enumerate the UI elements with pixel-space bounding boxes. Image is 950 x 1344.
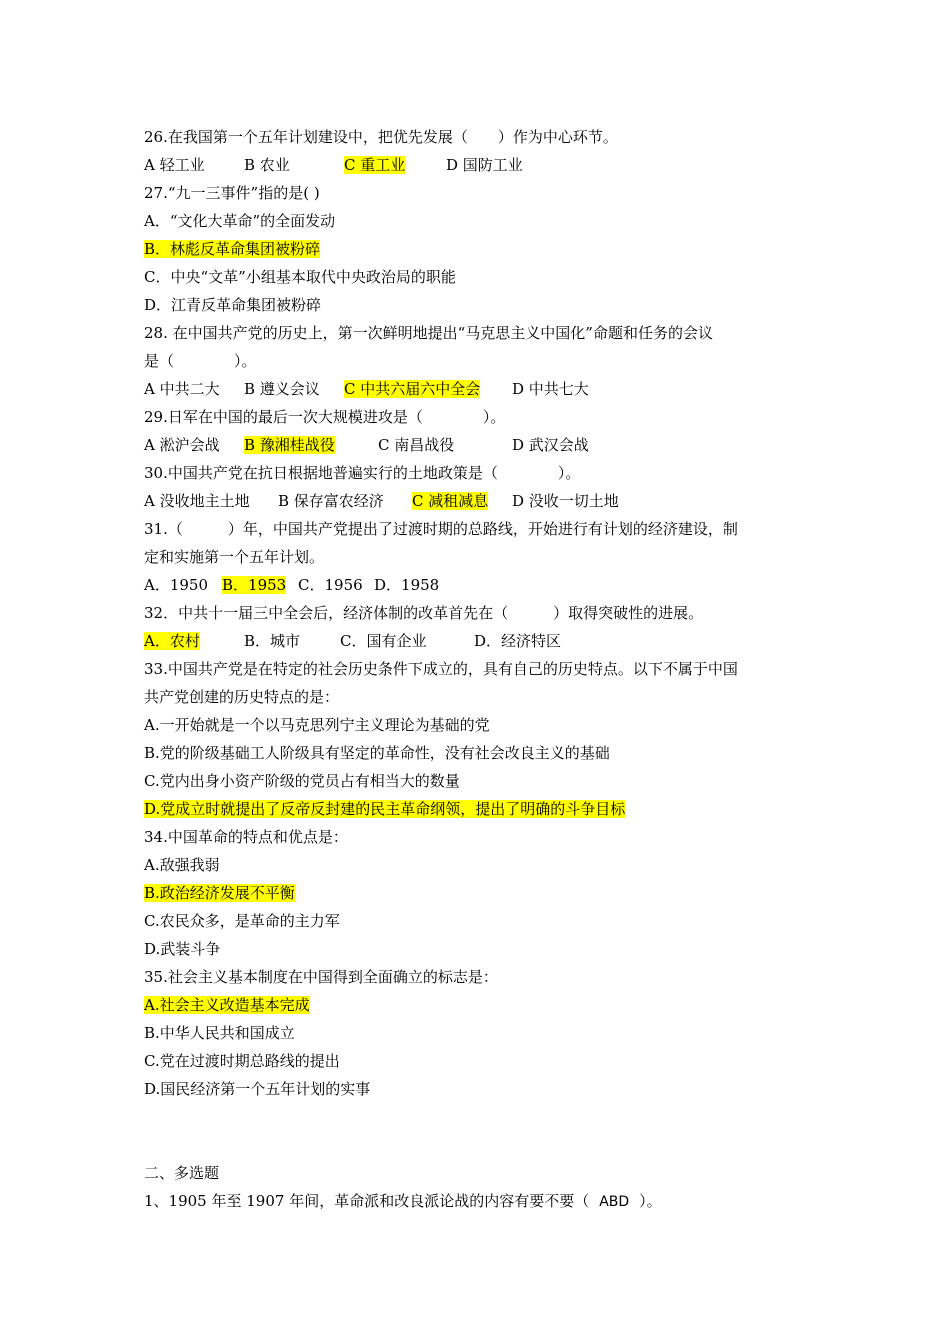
q35-option-b: B.中华人民共和国成立 <box>144 1024 295 1042</box>
question-33-stem-line1: 33.中国共产党是在特定的社会历史条件下成立的，具有自己的历史特点。以下不属于中国 <box>144 660 738 678</box>
q32-option-a-answer: A．农村 <box>144 632 200 650</box>
q30-option-c-answer: C 减租减息 <box>412 492 489 510</box>
question-31-stem-line2: 定和实施第一个五年计划。 <box>144 548 325 566</box>
question-28-stem-line1: 28. 在中国共产党的历史上，第一次鲜明地提出“马克思主义中国化”命题和任务的会议 <box>144 324 713 342</box>
q32-option-d: D．经济特区 <box>474 632 562 650</box>
document-content <box>144 123 814 1215</box>
q32-option-b: B．城市 <box>244 632 301 650</box>
question-35-stem: 35.社会主义基本制度在中国得到全面确立的标志是： <box>144 968 498 986</box>
section-spacer <box>144 1103 814 1159</box>
q31-option-b-answer: B．1953 <box>222 576 287 594</box>
section-2-question-1 <box>144 1187 814 1215</box>
question-26-stem: 26.在我国第一个五年计划建设中，把优先发展（ ）作为中心环节。 <box>144 128 618 146</box>
q27-option-d: D．江青反革命集团被粉碎 <box>144 296 322 314</box>
q30-option-b: B 保存富农经济 <box>278 492 384 510</box>
q31-option-c: C．1956 <box>298 576 363 594</box>
question-27-stem: 27.“九一三事件”指的是( ) <box>144 184 320 202</box>
q28-option-d: D 中共七大 <box>512 380 589 398</box>
q34-option-c: C.农民众多，是革命的主力军 <box>144 912 340 930</box>
question-26-options <box>144 151 814 179</box>
q26-option-a: A 轻工业 <box>144 156 205 174</box>
s2-q1-suffix: ）。 <box>639 1192 662 1210</box>
question-28-options <box>144 375 814 403</box>
q33-option-c: C.党内出身小资产阶级的党员占有相当大的数量 <box>144 772 460 790</box>
s2-q1-prefix: 1、1905 年至 1907 年间，革命派和改良派论战的内容有要不要（ <box>144 1192 590 1210</box>
question-28-stem-line2: 是（ ）。 <box>144 352 257 370</box>
q29-option-c: C 南昌战役 <box>378 436 455 454</box>
q33-option-a: A.一开始就是一个以马克思列宁主义理论为基础的党 <box>144 716 490 734</box>
q29-option-a: A 淞沪会战 <box>144 436 220 454</box>
q33-option-b: B.党的阶级基础工人阶级具有坚定的革命性，没有社会改良主义的基础 <box>144 744 610 762</box>
q26-option-c-answer: C 重工业 <box>344 156 406 174</box>
question-30-stem: 30.中国共产党在抗日根据地普遍实行的土地政策是（ ）。 <box>144 464 581 482</box>
q34-option-a: A.敌强我弱 <box>144 856 220 874</box>
q26-option-d: D 国防工业 <box>446 156 523 174</box>
q34-option-b-answer: B.政治经济发展不平衡 <box>144 884 295 902</box>
q28-option-a: A 中共二大 <box>144 380 220 398</box>
question-30-options <box>144 487 814 515</box>
q35-option-d: D.国民经济第一个五年计划的实事 <box>144 1080 371 1098</box>
question-33-stem-line2: 共产党创建的历史特点的是： <box>144 688 340 706</box>
q31-option-a: A．1950 <box>144 576 209 594</box>
question-29-options <box>144 431 814 459</box>
q34-option-d: D.武装斗争 <box>144 940 221 958</box>
question-32-options <box>144 627 814 655</box>
q26-option-b: B 农业 <box>244 156 290 174</box>
q30-option-a: A 没收地主土地 <box>144 492 250 510</box>
q27-option-b-answer: B．林彪反革命集团被粉碎 <box>144 240 321 258</box>
question-31-stem-line1: 31.（ ）年，中国共产党提出了过渡时期的总路线，开始进行有计划的经济建设，制 <box>144 520 738 538</box>
q30-option-d: D 没收一切土地 <box>512 492 619 510</box>
q27-option-c: C．中央“文革”小组基本取代中央政治局的职能 <box>144 268 456 286</box>
q29-option-b-answer: B 豫湘桂战役 <box>244 436 335 454</box>
q33-option-d-answer: D.党成立时就提出了反帝反封建的民主革命纲领，提出了明确的斗争目标 <box>144 800 626 818</box>
s2-q1-answer: ABD <box>599 1194 630 1210</box>
q31-option-d: D．1958 <box>374 576 440 594</box>
section-2-heading: 二、多选题 <box>144 1164 220 1182</box>
q29-option-d: D 武汉会战 <box>512 436 589 454</box>
question-32-stem: 32．中共十一届三中全会后，经济体制的改革首先在（ ）取得突破性的进展。 <box>144 604 704 622</box>
question-34-stem: 34.中国革命的特点和优点是： <box>144 828 348 846</box>
q28-option-c-answer: C 中共六届六中全会 <box>344 380 481 398</box>
q28-option-b: B 遵义会议 <box>244 380 320 398</box>
question-31-options <box>144 571 814 599</box>
question-29-stem: 29.日军在中国的最后一次大规模进攻是（ ）。 <box>144 408 506 426</box>
q27-option-a: A．“文化大革命”的全面发动 <box>144 212 336 230</box>
q35-option-c: C.党在过渡时期总路线的提出 <box>144 1052 340 1070</box>
q32-option-c: C．国有企业 <box>340 632 427 650</box>
q35-option-a-answer: A.社会主义改造基本完成 <box>144 996 310 1014</box>
